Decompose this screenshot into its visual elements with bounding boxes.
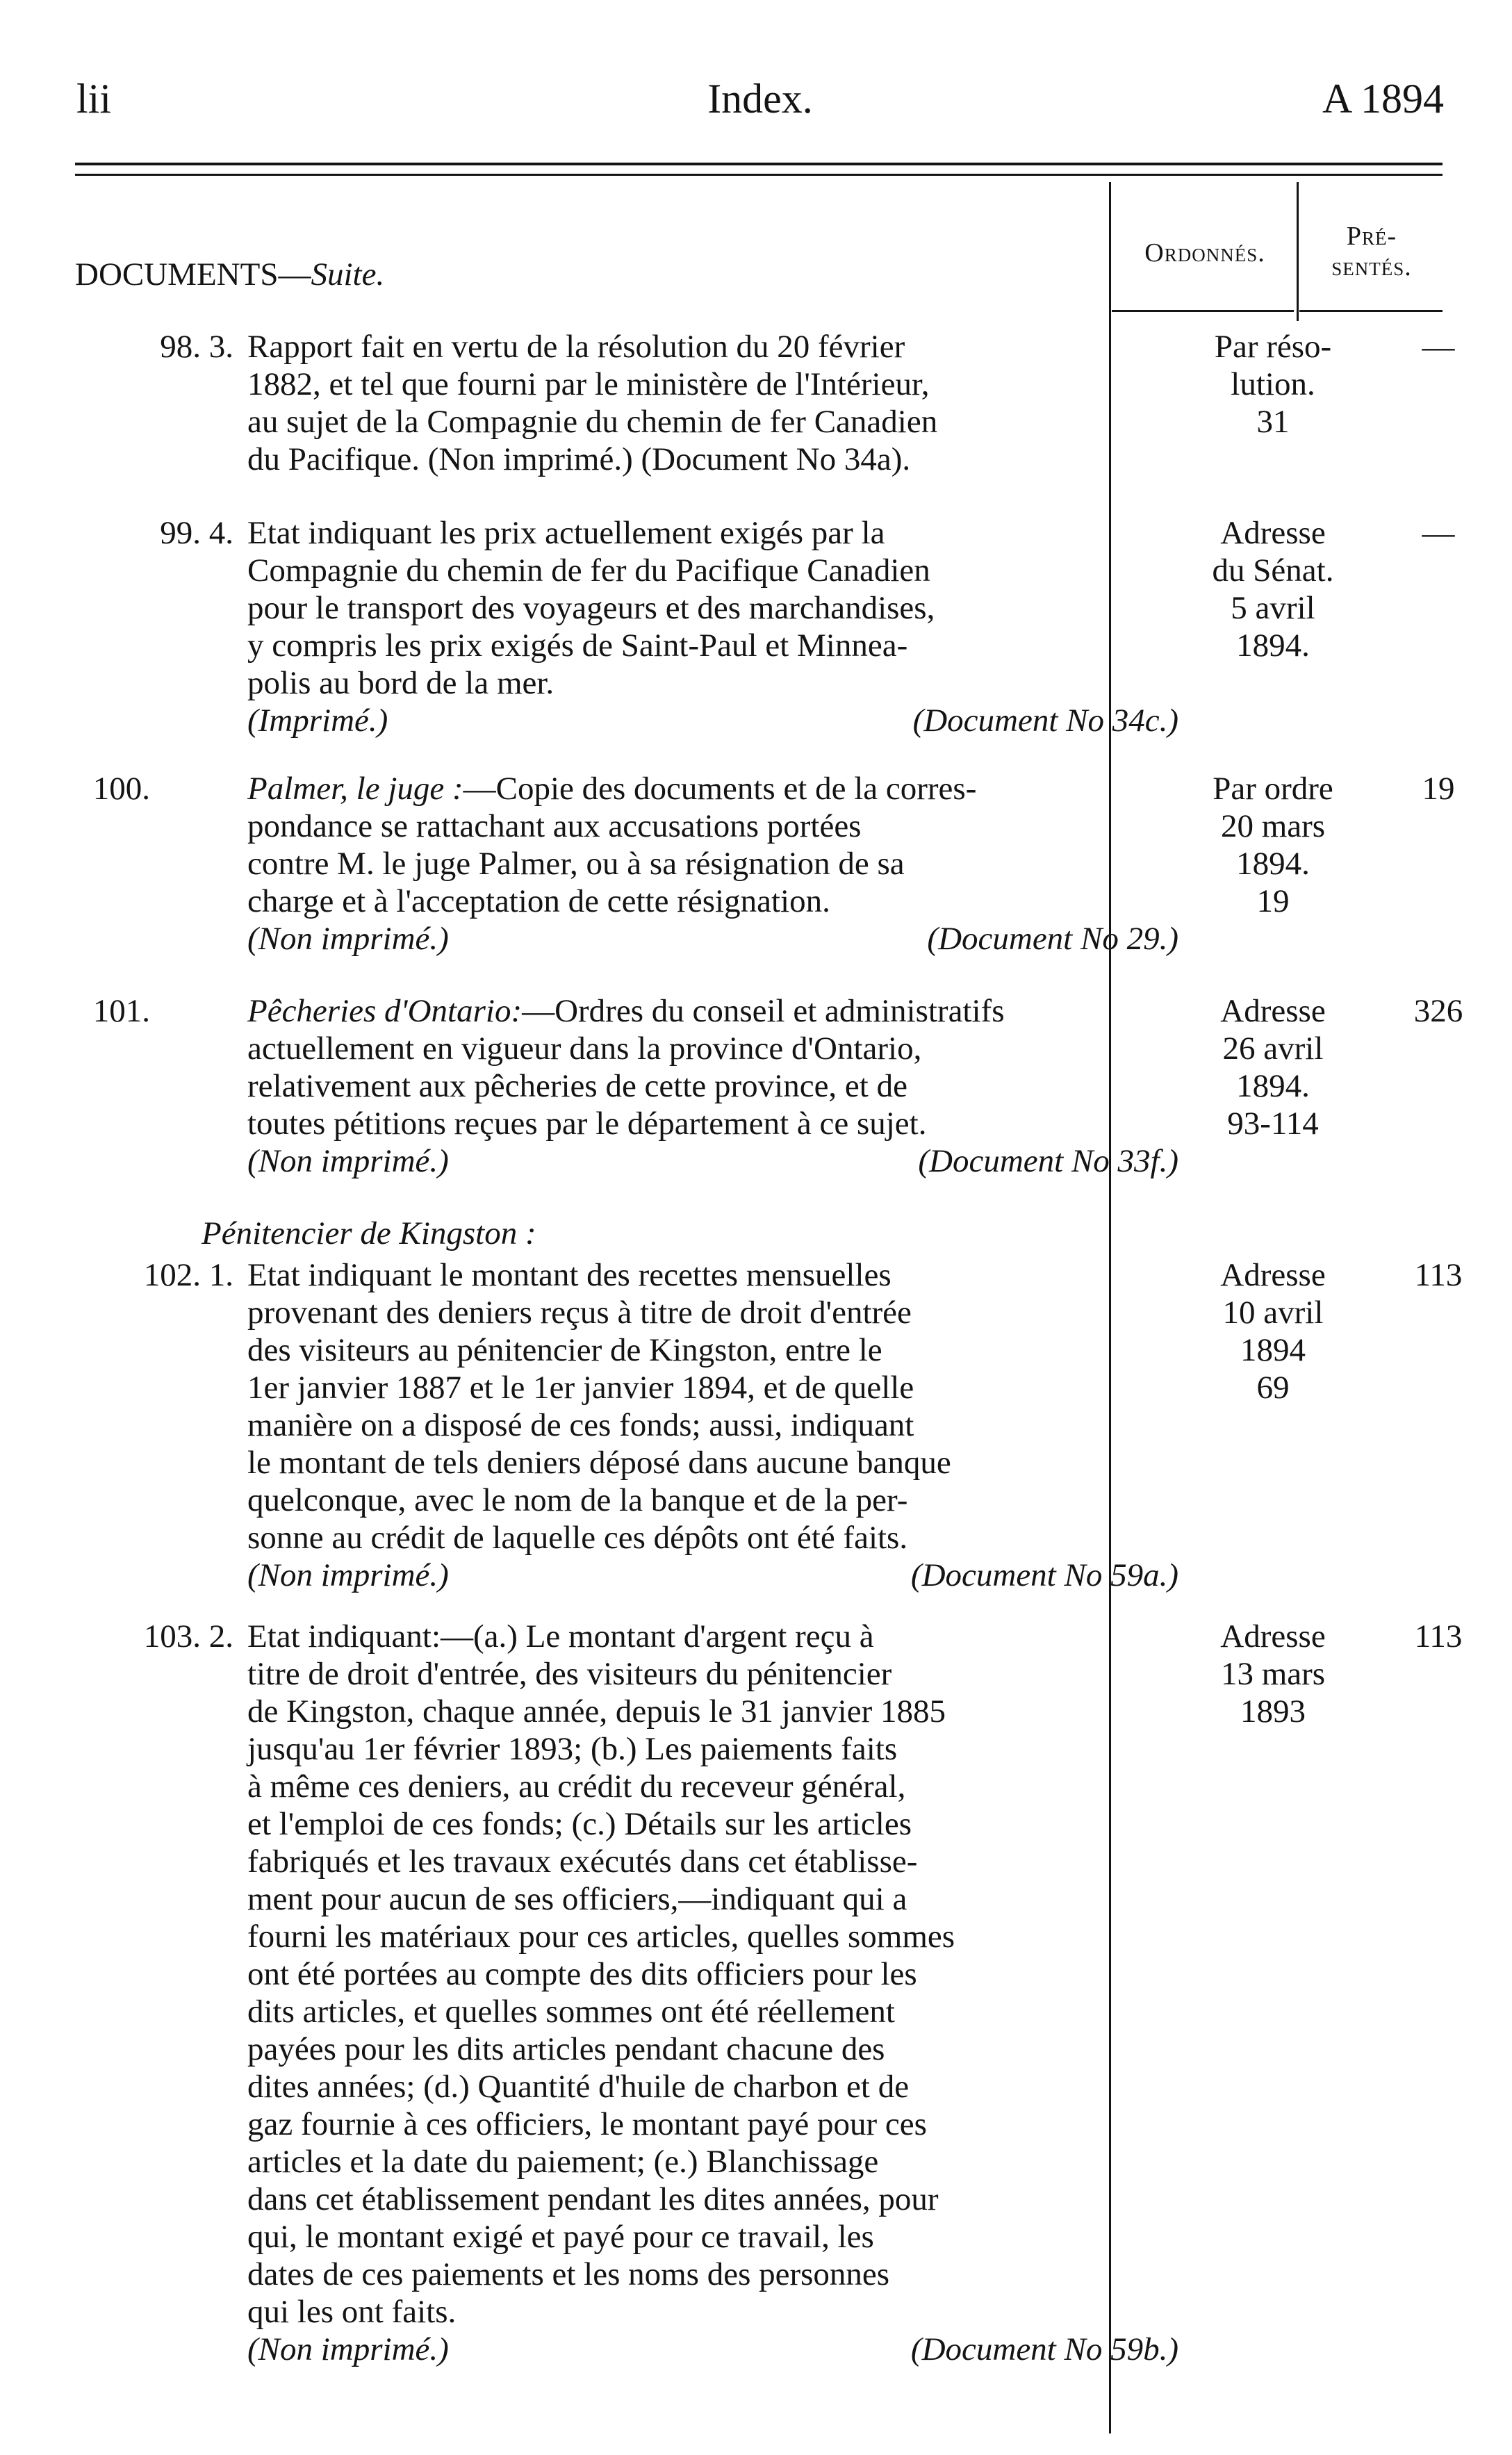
entry-line: y compris les prix exigés de Saint-Paul et Minnea- xyxy=(247,627,908,664)
entry-line: sonne au crédit de laquelle ces dépôts ont été faits. xyxy=(247,1520,908,1556)
entry-line: provenant des deniers reçus à titre de droit d'entrée xyxy=(247,1295,912,1331)
entry-line: Etat indiquant les prix actuellement exigés par la xyxy=(247,515,885,551)
entry-presented: 113 xyxy=(1414,1618,1463,1655)
ordered-line: 1894. xyxy=(1236,627,1310,664)
entry-line: Compagnie du chemin de fer du Pacifique Canadien xyxy=(247,552,930,589)
entry-100 xyxy=(69,770,1459,964)
entry-line: polis au bord de la mer. xyxy=(247,665,554,701)
subheading-kingston: Pénitencier de Kingston : xyxy=(202,1215,536,1251)
ordered-line: 5 avril xyxy=(1231,590,1315,626)
ordered-line: 19 xyxy=(1256,883,1290,919)
ordered-line: 13 mars xyxy=(1220,1656,1326,1692)
entry-text xyxy=(247,770,1178,958)
entry-presented: — xyxy=(1422,515,1455,551)
column-header-underline-presented xyxy=(1299,310,1443,312)
ordered-line: Par ordre xyxy=(1213,771,1333,807)
entry-line: pour le transport des voyageurs et des marchandises, xyxy=(247,590,935,626)
entry-101 xyxy=(69,992,1463,1194)
header-rule-top xyxy=(75,163,1443,165)
page-number: lii xyxy=(76,76,112,122)
entry-subject: Pêcheries d'Ontario: xyxy=(247,993,523,1029)
entry-line: ment pour aucun de ses officiers,—indiquant qui a xyxy=(247,1881,907,1917)
ordered-line: 93-114 xyxy=(1227,1106,1319,1142)
entry-ordered xyxy=(1192,992,1354,1142)
entry-ordered xyxy=(1192,328,1354,441)
page-header xyxy=(76,75,1444,138)
entry-line: dits articles, et quelles sommes ont été réellement xyxy=(247,1994,895,2030)
entry-line: quelconque, avec le nom de la banque et de la per- xyxy=(247,1482,908,1518)
section-suite: Suite. xyxy=(311,256,385,293)
ordered-line: Par réso- xyxy=(1214,329,1332,365)
ordered-line: 1894 xyxy=(1240,1332,1306,1368)
entry-line: du Pacifique. (Non imprimé.) (Document No 34a). xyxy=(247,441,911,477)
document-number: (Document No 34c.) xyxy=(912,703,1178,739)
section-title xyxy=(75,256,384,293)
entry-line: manière on a disposé de ces fonds; aussi, indiquant xyxy=(247,1407,914,1443)
entry-line: et l'emploi de ces fonds; (c.) Détails sur les articles xyxy=(247,1806,912,1842)
entry-line: jusqu'au 1er février 1893; (b.) Les paiements faits xyxy=(247,1731,898,1767)
ordered-line: Adresse xyxy=(1220,1257,1326,1293)
column-divider-presented xyxy=(1297,182,1299,321)
print-status: (Imprimé.) xyxy=(247,703,388,739)
ordered-line: 31 xyxy=(1256,404,1290,440)
ordered-line: du Sénat. xyxy=(1212,552,1334,589)
entry-line: —Copie des documents et de la corres- xyxy=(463,771,977,807)
entry-line: le montant de tels deniers déposé dans aucune banque xyxy=(247,1445,951,1481)
entry-line: 1882, et tel que fourni par le ministère de l'Intérieur, xyxy=(247,366,930,402)
ordered-line: 10 avril xyxy=(1222,1295,1324,1331)
ordered-line: 26 avril xyxy=(1222,1031,1324,1067)
section-label: DOCUMENTS— xyxy=(75,256,311,293)
entry-line: dans cet établissement pendant les dites années, pour xyxy=(247,2181,939,2217)
entry-98 xyxy=(69,328,1459,495)
entry-line: articles et la date du paiement; (e.) Blanchissage xyxy=(247,2144,879,2180)
entry-presented: 19 xyxy=(1422,771,1455,807)
entry-line: gaz fournie à ces officiers, le montant payé pour ces xyxy=(247,2106,927,2142)
print-status: (Non imprimé.) xyxy=(247,1557,449,1593)
ordered-line: 1894. xyxy=(1236,1068,1310,1104)
document-reference xyxy=(247,1142,1178,1180)
entry-line: dites années; (d.) Quantité d'huile de charbon et de xyxy=(247,2069,910,2105)
ordered-line: 1893 xyxy=(1240,1693,1306,1730)
entry-text xyxy=(247,1256,1178,1594)
entry-text xyxy=(247,992,1178,1180)
entry-presented: — xyxy=(1422,329,1455,365)
ordered-line: Adresse xyxy=(1220,993,1326,1029)
entry-line: pondance se rattachant aux accusations portées xyxy=(247,808,862,844)
entry-line: de Kingston, chaque année, depuis le 31 janvier 1885 xyxy=(247,1693,946,1730)
entry-line: relativement aux pêcheries de cette province, et de xyxy=(247,1068,907,1104)
column-header-presented-line1: Pré- xyxy=(1346,222,1397,251)
entry-number: 99. 4. xyxy=(160,515,233,551)
entry-line: qui les ont faits. xyxy=(247,2294,457,2330)
entry-number: 102. 1. xyxy=(143,1257,233,1293)
entry-line: Etat indiquant le montant des recettes mensuelles xyxy=(247,1257,891,1293)
entry-line: toutes pétitions reçues par le département à ce sujet. xyxy=(247,1106,927,1142)
entry-text xyxy=(247,328,1178,478)
column-header-ordered: Ordonnés. xyxy=(1144,238,1265,268)
ordered-line: Adresse xyxy=(1220,515,1326,551)
page-title: Index. xyxy=(707,76,813,122)
document-number: (Document No 59a.) xyxy=(910,1557,1178,1593)
entry-line: Etat indiquant:—(a.) Le montant d'argent reçu à xyxy=(247,1618,874,1655)
entry-line: fabriqués et les travaux exécutés dans cet établisse- xyxy=(247,1844,918,1880)
header-rule-bottom xyxy=(75,174,1443,176)
entry-line: 1er janvier 1887 et le 1er janvier 1894, et de quelle xyxy=(247,1370,914,1406)
column-header-presented xyxy=(1302,221,1441,282)
document-number: (Document No 29.) xyxy=(927,921,1178,957)
entry-number: 98. 3. xyxy=(160,329,233,365)
column-header-underline-ordered xyxy=(1112,310,1294,312)
entry-line: dates de ces paiements et les noms des personnes xyxy=(247,2256,890,2292)
entry-line: titre de droit d'entrée, des visiteurs du pénitencier xyxy=(247,1656,892,1692)
print-status: (Non imprimé.) xyxy=(247,921,449,957)
entry-line: charge et à l'acceptation de cette résignation. xyxy=(247,883,830,919)
entry-subject: Palmer, le juge : xyxy=(247,771,463,807)
ordered-line: Adresse xyxy=(1220,1618,1326,1655)
entry-line: ont été portées au compte des dits officiers pour les xyxy=(247,1956,917,1992)
print-status: (Non imprimé.) xyxy=(247,1143,449,1179)
entry-presented: 326 xyxy=(1413,993,1463,1029)
document-reference xyxy=(247,920,1178,958)
entry-ordered xyxy=(1192,1618,1354,1730)
entry-line: au sujet de la Compagnie du chemin de fer Canadien xyxy=(247,404,938,440)
print-status: (Non imprimé.) xyxy=(247,2331,449,2367)
column-header-presented-line2: sentés. xyxy=(1331,252,1412,281)
entry-line: payées pour les dits articles pendant chacune des xyxy=(247,2031,885,2067)
ordered-line: 20 mars xyxy=(1220,808,1326,844)
entry-line: qui, le montant exigé et payé pour ce travail, les xyxy=(247,2219,874,2255)
entry-line: fourni les matériaux pour ces articles, quelles sommes xyxy=(247,1919,955,1955)
document-number: (Document No 59b.) xyxy=(910,2331,1178,2367)
entry-text xyxy=(247,514,1178,739)
entry-ordered xyxy=(1192,514,1354,664)
entry-line: à même ces deniers, au crédit du receveur général, xyxy=(247,1768,906,1805)
entry-line: Rapport fait en vertu de la résolution du 20 février xyxy=(247,329,905,365)
document-reference xyxy=(247,1557,1178,1594)
ordered-line: 1894. xyxy=(1236,846,1310,882)
entry-103 xyxy=(69,1618,1463,2410)
entry-102 xyxy=(69,1256,1463,1593)
entry-line: actuellement en vigueur dans la province d'Ontario, xyxy=(247,1031,922,1067)
entry-presented: 113 xyxy=(1414,1257,1463,1293)
entry-ordered xyxy=(1192,770,1354,920)
entry-number: 100. xyxy=(92,771,150,807)
document-reference xyxy=(247,702,1178,739)
entry-line: contre M. le juge Palmer, ou à sa résignation de sa xyxy=(247,846,905,882)
ordered-line: lution. xyxy=(1231,366,1315,402)
entry-text xyxy=(247,1618,1178,2368)
entry-99 xyxy=(69,514,1459,750)
entry-ordered xyxy=(1192,1256,1354,1406)
entry-number: 103. 2. xyxy=(143,1618,233,1655)
document-reference xyxy=(247,2331,1178,2368)
ordered-line: 69 xyxy=(1256,1370,1290,1406)
document-number: (Document No 33f.) xyxy=(918,1143,1178,1179)
entry-line: des visiteurs au pénitencier de Kingston, entre le xyxy=(247,1332,882,1368)
page-year: A 1894 xyxy=(1322,76,1444,122)
entry-number: 101. xyxy=(92,993,150,1029)
entry-line: —Ordres du conseil et administratifs xyxy=(522,993,1005,1029)
